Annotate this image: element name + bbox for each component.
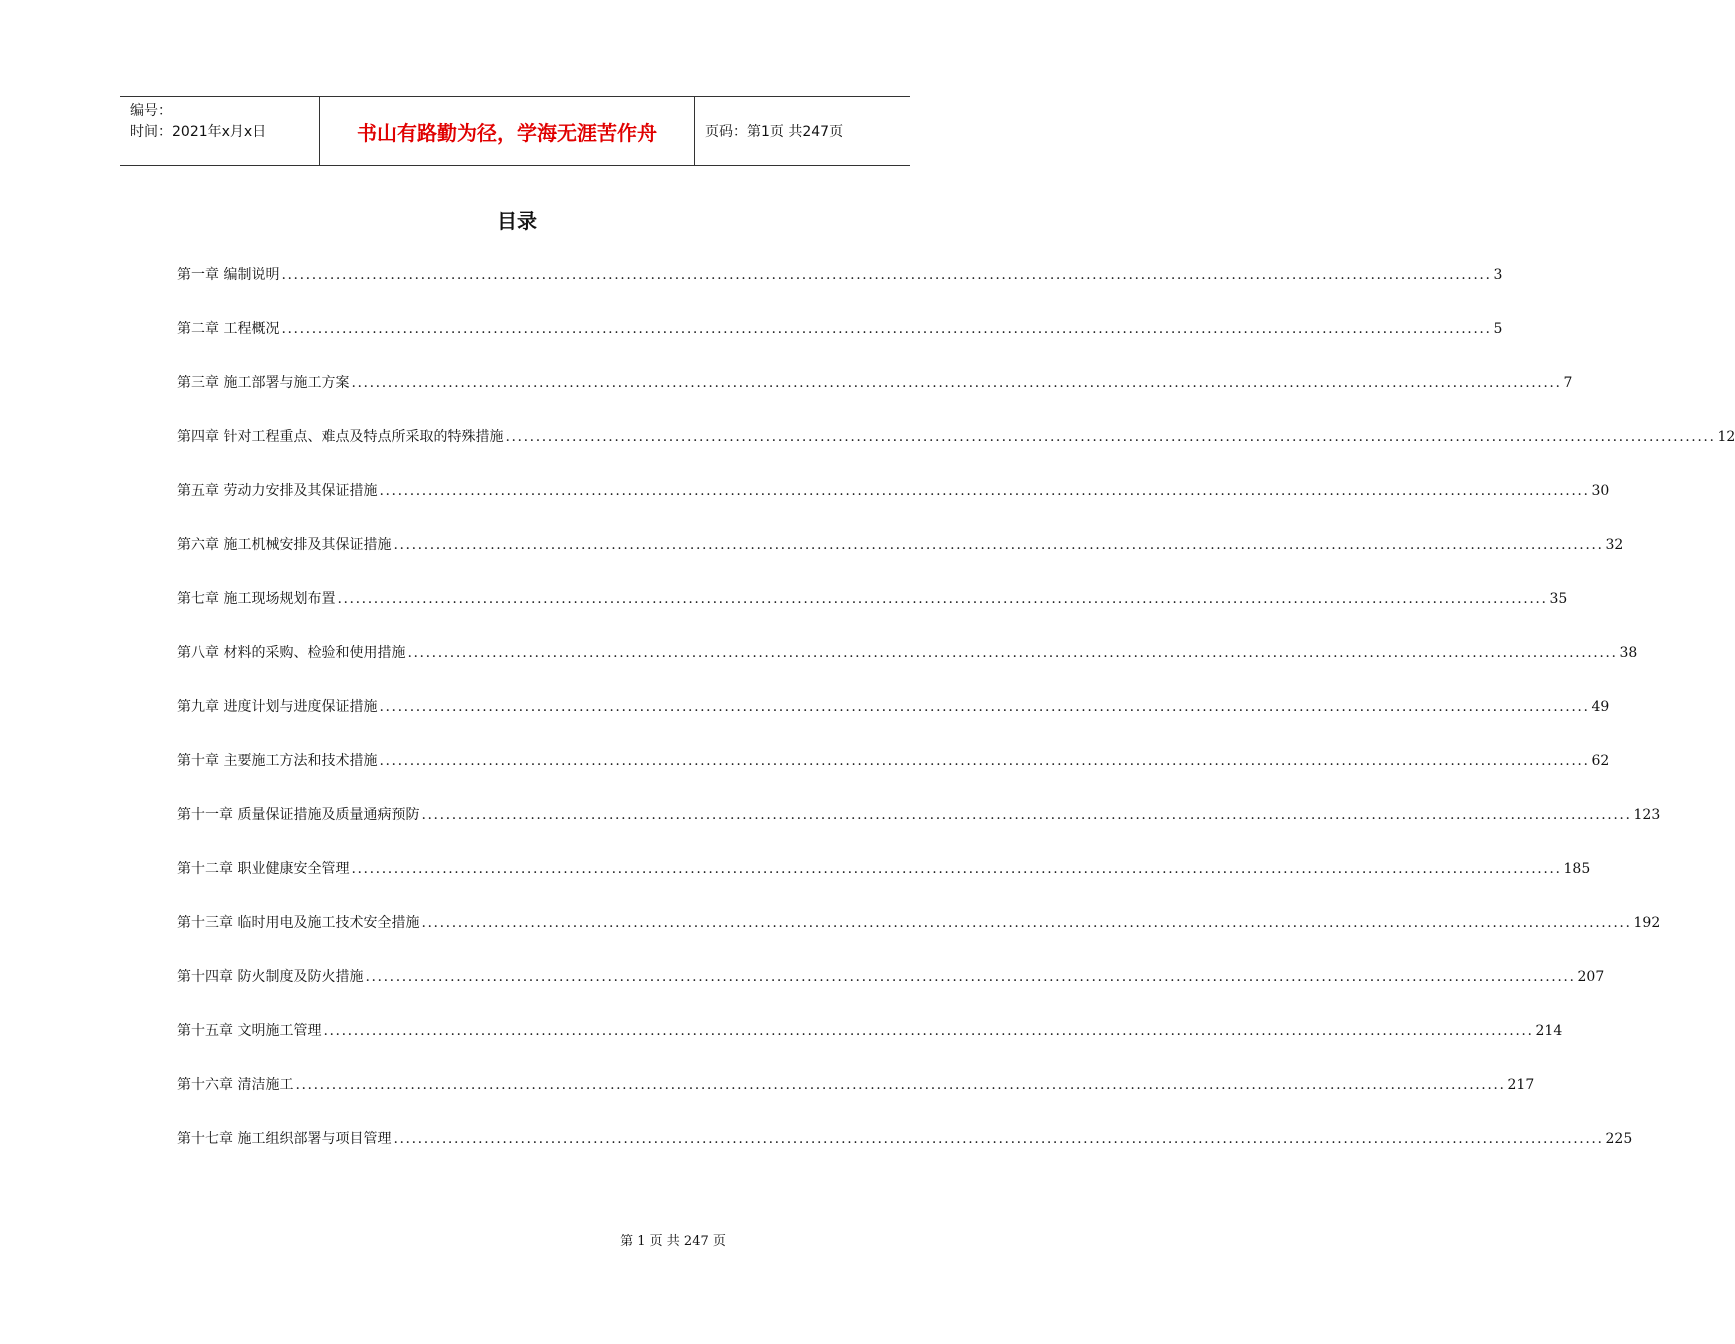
toc-entry-page: 123	[1633, 807, 1661, 823]
header-motto: 书山有路勤为径，学海无涯苦作舟	[320, 97, 695, 165]
toc-entry[interactable]	[177, 480, 1610, 534]
toc-entry-page: 192	[1633, 915, 1661, 931]
toc-entry-label: 第六章 施工机械安排及其保证措施	[177, 537, 392, 553]
toc-entry-label: 第十七章 施工组织部署与项目管理	[177, 1131, 392, 1147]
toc-entry-page: 38	[1619, 645, 1638, 661]
toc-entry-label: 第三章 施工部署与施工方案	[177, 375, 350, 391]
toc-entry[interactable]	[177, 372, 1573, 426]
toc-leader-dots: ........................................................................................................................................................................................................	[365, 969, 1576, 985]
toc-entry[interactable]	[177, 1074, 1535, 1128]
toc-entry-label: 第十三章 临时用电及施工技术安全措施	[177, 915, 420, 931]
toc-leader-dots: ........................................................................................................................................................................................................	[281, 267, 1492, 283]
toc-entry-page: 185	[1563, 861, 1591, 877]
toc-leader-dots: ........................................................................................................................................................................................................	[323, 1023, 1534, 1039]
page-footer: 第 1 页 共 247 页	[620, 1234, 726, 1249]
toc-entry[interactable]	[177, 264, 1503, 318]
toc-entry-label: 第十二章 职业健康安全管理	[177, 861, 350, 877]
toc-entry-page: 214	[1535, 1023, 1563, 1039]
toc-entry[interactable]	[177, 966, 1605, 1020]
header-page-info: 页码：第1页 共247页	[705, 124, 844, 140]
toc-entry-page: 62	[1591, 753, 1610, 769]
toc-leader-dots: ........................................................................................................................................................................................................	[379, 699, 1590, 715]
toc-leader-dots: ........................................................................................................................................................................................................	[505, 429, 1716, 445]
toc-entry[interactable]	[177, 858, 1591, 912]
toc-entry-page: 35	[1549, 591, 1568, 607]
table-of-contents	[177, 264, 1735, 1182]
toc-leader-dots: ........................................................................................................................................................................................................	[407, 645, 1618, 661]
toc-entry[interactable]	[177, 588, 1568, 642]
document-header	[120, 96, 910, 166]
toc-entry[interactable]	[177, 642, 1638, 696]
toc-leader-dots: ........................................................................................................................................................................................................	[295, 1077, 1506, 1093]
toc-entry-label: 第十六章 清洁施工	[177, 1077, 294, 1093]
toc-leader-dots: ........................................................................................................................................................................................................	[379, 753, 1590, 769]
toc-entry[interactable]	[177, 804, 1661, 858]
toc-entry-label: 第二章 工程概况	[177, 321, 280, 337]
toc-entry-label: 第五章 劳动力安排及其保证措施	[177, 483, 378, 499]
toc-leader-dots: ........................................................................................................................................................................................................	[393, 1131, 1604, 1147]
toc-entry-page: 30	[1591, 483, 1610, 499]
toc-entry-label: 第一章 编制说明	[177, 267, 280, 283]
toc-entry[interactable]	[177, 750, 1610, 804]
toc-entry-page: 12	[1717, 429, 1735, 445]
toc-entry-label: 第十一章 质量保证措施及质量通病预防	[177, 807, 420, 823]
toc-entry-label: 第八章 材料的采购、检验和使用措施	[177, 645, 406, 661]
toc-entry[interactable]	[177, 1128, 1633, 1182]
toc-entry-label: 第七章 施工现场规划布置	[177, 591, 336, 607]
toc-leader-dots: ........................................................................................................................................................................................................	[421, 915, 1632, 931]
toc-entry-page: 32	[1605, 537, 1624, 553]
toc-entry-page: 217	[1507, 1077, 1535, 1093]
toc-entry[interactable]	[177, 318, 1503, 372]
toc-entry[interactable]	[177, 912, 1661, 966]
toc-entry[interactable]	[177, 534, 1624, 588]
toc-entry[interactable]	[177, 426, 1735, 480]
toc-leader-dots: ........................................................................................................................................................................................................	[379, 483, 1590, 499]
toc-entry-page: 207	[1577, 969, 1605, 985]
toc-entry-page: 3	[1493, 267, 1503, 283]
header-meta	[120, 97, 320, 165]
toc-leader-dots: ........................................................................................................................................................................................................	[393, 537, 1604, 553]
toc-entry-label: 第十五章 文明施工管理	[177, 1023, 322, 1039]
toc-leader-dots: ........................................................................................................................................................................................................	[281, 321, 1492, 337]
document-time: 时间：2021年x月x日	[130, 124, 267, 140]
toc-entry-page: 49	[1591, 699, 1610, 715]
toc-entry-label: 第九章 进度计划与进度保证措施	[177, 699, 378, 715]
toc-entry-label: 第十章 主要施工方法和技术措施	[177, 753, 378, 769]
toc-entry-page: 225	[1605, 1131, 1633, 1147]
toc-entry-page: 7	[1563, 375, 1573, 391]
toc-leader-dots: ........................................................................................................................................................................................................	[337, 591, 1548, 607]
toc-leader-dots: ........................................................................................................................................................................................................	[351, 375, 1562, 391]
toc-entry-label: 第四章 针对工程重点、难点及特点所采取的特殊措施	[177, 429, 504, 445]
toc-entry[interactable]	[177, 1020, 1563, 1074]
toc-entry-label: 第十四章 防火制度及防火措施	[177, 969, 364, 985]
document-code-label: 编号：	[130, 103, 172, 119]
toc-entry[interactable]	[177, 696, 1610, 750]
toc-entry-page: 5	[1493, 321, 1503, 337]
toc-leader-dots: ........................................................................................................................................................................................................	[351, 861, 1562, 877]
toc-leader-dots: ........................................................................................................................................................................................................	[421, 807, 1632, 823]
toc-title: 目录	[497, 209, 537, 233]
